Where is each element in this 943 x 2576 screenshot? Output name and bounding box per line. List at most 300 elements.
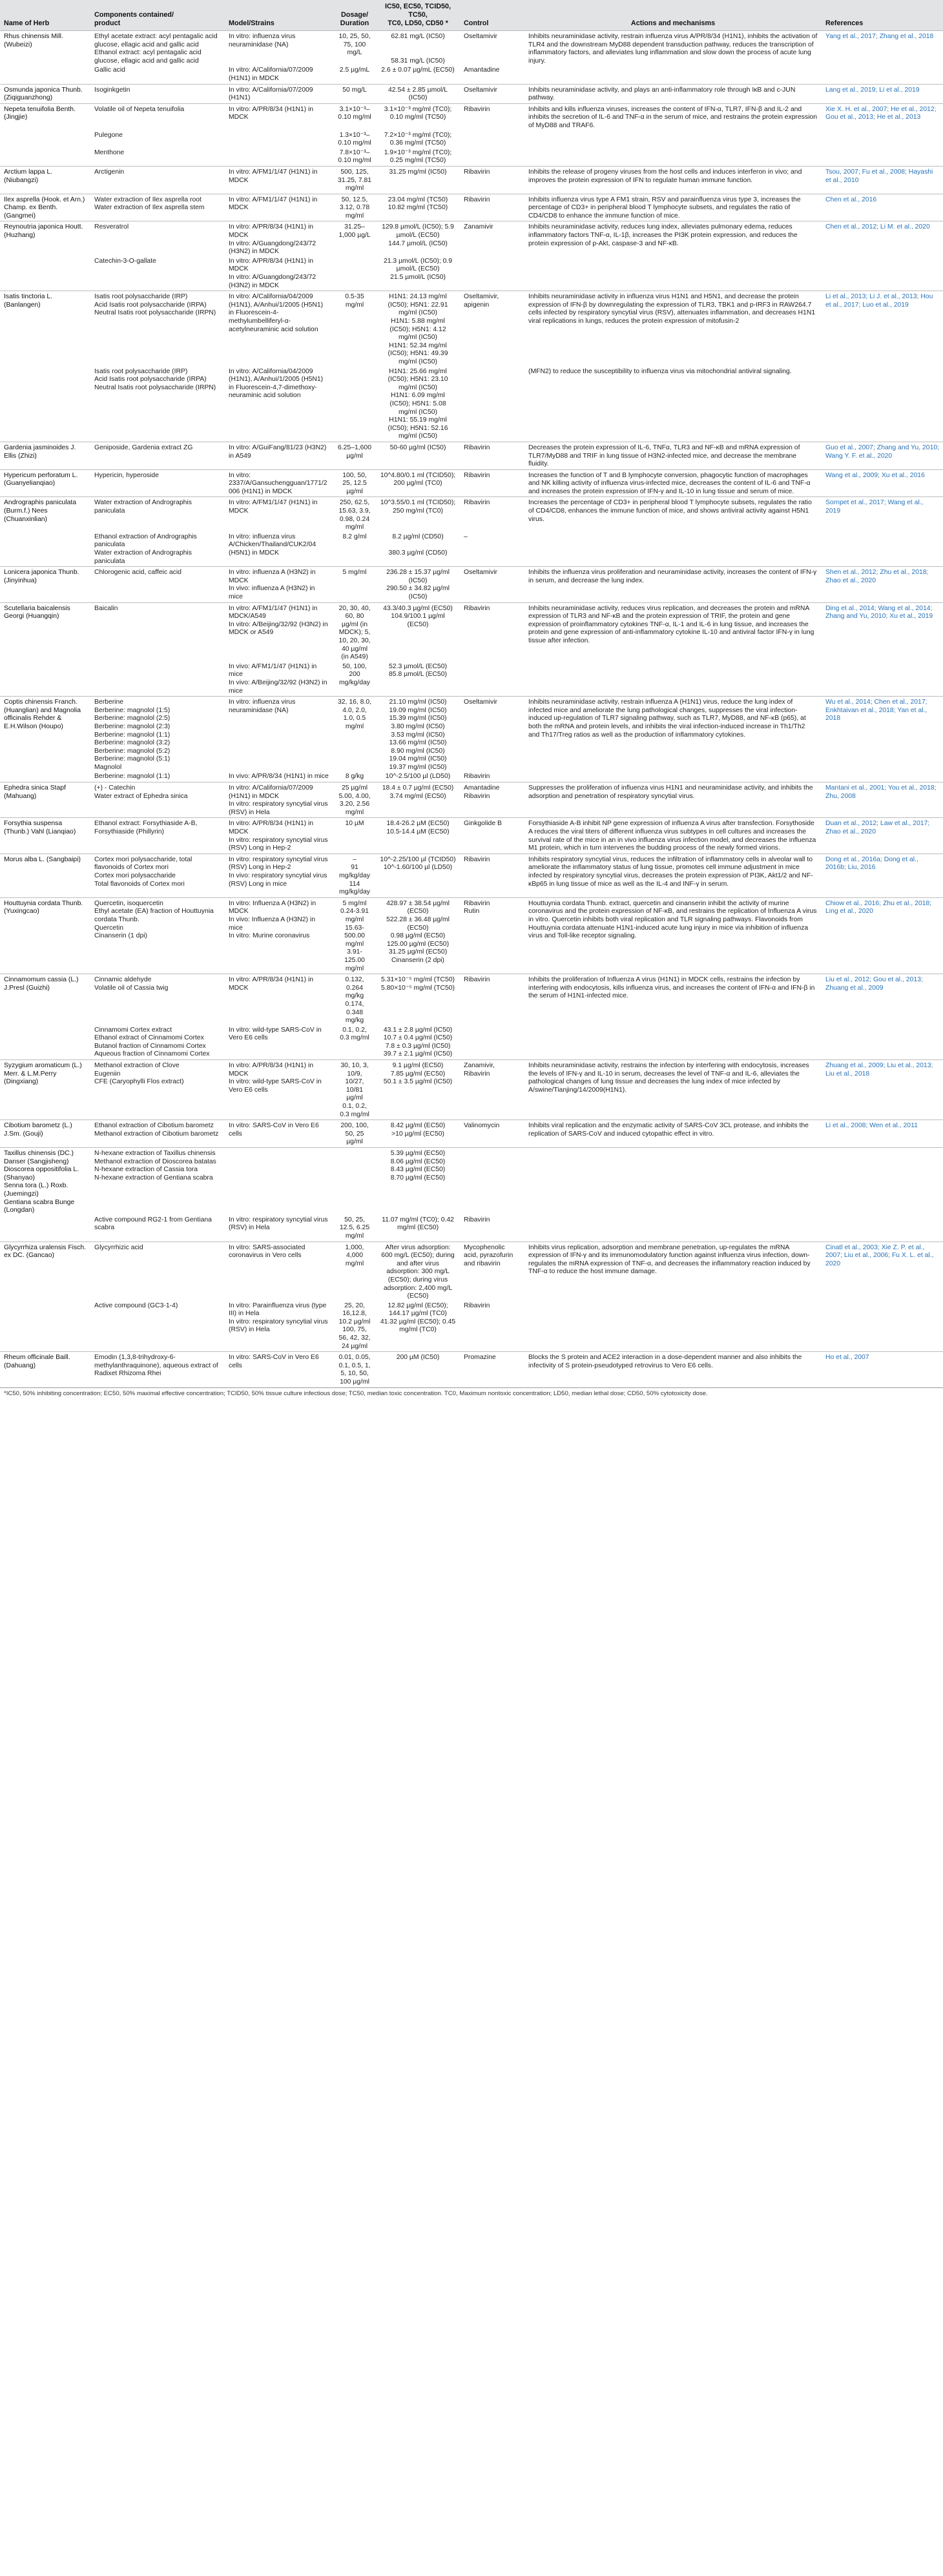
- components-cell: N-hexane extraction of Taxillus chinensis Methanol extraction of Dioscorea batatas N-hexane extraction of Cassia tora N-hexane extraction of Gentiana scabra: [90, 1148, 225, 1216]
- herb-name-cell: Coptis chinensis Franch. (Huanglian) and Magnolia officinalis Rehder & E.H.Wilson (Houpo): [0, 697, 90, 773]
- model-cell: In vitro: influenza A (H3N2) in MDCK In vivo: influenza A (H3N2) in mice: [225, 567, 333, 602]
- references-cell[interactable]: [822, 1026, 943, 1060]
- components-cell: Resveratrol: [90, 221, 225, 257]
- herb-name-cell: Taxillus chinensis (DC.) Danser (Sangjisheng) Dioscorea oppositifolia L. (Shanyao) Senna tora (L.) Roxb. (Juemingzi) Gentiana scabra Bunge (Longdan): [0, 1148, 90, 1216]
- control-cell: Ribavirin: [460, 166, 524, 194]
- table-row: [0, 1060, 943, 1120]
- model-cell: In vitro: influenza virus neuraminidase (NA): [225, 697, 333, 773]
- table-row: [0, 131, 943, 148]
- components-cell: Methanol extraction of Clove Eugeniin CFE (Caryophylli Flos extract): [90, 1060, 225, 1120]
- references-cell[interactable]: [822, 1148, 943, 1216]
- dosage-cell: 100, 50, 25, 12.5 µg/ml: [333, 469, 376, 497]
- ic50-cell: 52.3 µmol/L (EC50) 85.8 µmol/L (EC50): [389, 662, 447, 679]
- components-cell: Chlorogenic acid, caffeic acid: [90, 567, 225, 602]
- ic50-cell: 129.8 µmol/L (IC50); 5.9 µmol/L (EC50) 144.7 µmol/L (IC50): [376, 221, 460, 257]
- control-cell: Mycophenolic acid, pyrazofurin and ribavirin: [460, 1242, 524, 1302]
- components-cell: Active compound RG2-1 from Gentiana scabra: [94, 1216, 212, 1232]
- table-row: [0, 974, 943, 1026]
- references-cell[interactable]: [822, 533, 943, 567]
- header-actions: Actions and mechanisms: [524, 0, 822, 31]
- components-cell: Cortex mori polysaccharide, total flavonoids of Cortex mori Cortex mori polysaccharide Total flavonoids of Cortex mori: [90, 854, 225, 897]
- references-cell[interactable]: Chen et al., 2012; Li M. et al., 2020: [822, 221, 943, 257]
- table-footnote: *IC50, 50% inhibiting concentration; EC50, 50% maximal effective concentration; TCID50, 50% tissue culture infectious dose; TC50, median toxic concentration. TC0, Maximum nontoxic concentration; LD50, median lethal dose; CD50, 50% cytotoxicity dose.: [0, 1387, 943, 1400]
- dosage-cell: 1,000, 4,000 mg/ml: [333, 1242, 376, 1302]
- references-cell[interactable]: Xie X. H. et al., 2007; He et al., 2012; Gou et al., 2013; He et al., 2013: [822, 103, 943, 130]
- control-cell: Ribavirin: [460, 854, 524, 897]
- actions-cell: [524, 148, 822, 167]
- table-row: [0, 103, 943, 130]
- model-cell: In vitro: Influenza A (H3N2) in MDCK In vivo: Influenza A (H3N2) in mice In vitro: Murine coronavirus: [225, 897, 333, 974]
- components-cell: Ethyl acetate extract: acyl pentagalic acid glucose, ellagic acid and gallic acid Ethanol extract: acyl pentagalic acid glucose, ellagic acid and gallic acid: [90, 31, 225, 66]
- actions-cell: [524, 533, 822, 567]
- herb-name-cell: [0, 148, 90, 167]
- herb-name-cell: Osmunda japonica Thunb. (Ziqiguanzhong): [0, 84, 90, 103]
- components-cell: Berberine Berberine: magnolol (1:5) Berberine: magnolol (2:5) Berberine: magnolol (2:3) Berberine: magnolol (1:1) Berberine: magnolol (3:2) Berberine: magnolol (5:2) Berberine: magnolol (5:1) Magnolol: [90, 697, 225, 773]
- references-cell[interactable]: [822, 148, 943, 167]
- ic50-cell: 10^4.80/0.1 ml (TCID50); 200 µg/ml (TC0): [376, 469, 460, 497]
- ic50-cell: 23.04 mg/ml (TC50) 10.82 mg/ml (TC50): [376, 194, 460, 221]
- ic50-cell: 12.82 µg/ml (EC50); 144.17 µg/ml (TC0) 41.32 µg/ml (EC50); 0.45 mg/ml (TC0): [380, 1302, 456, 1334]
- actions-cell: Inhibits neuraminidase activity, restrains the infection by interfering with endocytosis, increases the levels of IFN-γ and IL-10 in serum, decreases the level of TNF-α and IL-6, alleviates the pathological changes of lung tissue and decreases the lung index of mice infected by A/swine/Tianjing/14/2009(H1N1).: [524, 1060, 822, 1120]
- references-cell[interactable]: Tsou, 2007; Fu et al., 2008; Hayashi et al., 2010: [822, 166, 943, 194]
- references-cell[interactable]: Sornpet et al., 2017; Wang et al., 2019: [822, 497, 943, 533]
- actions-cell: Increases the percentage of CD3+ in peripheral blood T lymphocyte subsets, regulates the ratio of CD4/CD8, enhances the immune function of mice, and shows antiviral activity against H5N1 virus.: [524, 497, 822, 533]
- control-cell: Ribavirin: [464, 773, 490, 781]
- references-cell[interactable]: Li et al., 2013; Li J. et al., 2013; Hou et al., 2017; Luo et al., 2019: [822, 291, 943, 367]
- components-cell: Glycyrrhizic acid: [90, 1242, 225, 1302]
- table-row: [0, 194, 943, 221]
- model-cell: In vitro: A/FM1/1/47 (H1N1) in MDCK: [225, 166, 333, 194]
- ic50-cell: 7.2×10⁻³ mg/ml (TC0); 0.36 mg/ml (TC50): [384, 131, 452, 147]
- herb-name-cell: [0, 772, 90, 782]
- table-row: [0, 497, 943, 533]
- dosage-cell: 0.5-35 mg/ml: [333, 291, 376, 367]
- herb-name-cell: Syzygium aromaticum (L.) Merr. & L.M.Perry (Dingxiang): [0, 1060, 90, 1120]
- ic50-cell: After virus adsorption: 600 mg/L (EC50); during and after virus adsorption: 300 mg/L (EC50); during virus adsorption: 2,400 mg/L (EC50): [376, 1242, 460, 1302]
- actions-cell: [524, 662, 822, 697]
- references-cell[interactable]: Shen et al., 2012; Zhu et al., 2018; Zhao et al., 2020: [822, 567, 943, 602]
- components-cell: Pulegone: [94, 131, 123, 139]
- control-cell: Ginkgolide B: [460, 818, 524, 854]
- table-row: [0, 1242, 943, 1302]
- herb-name-cell: Gardenia jasminoides J. Ellis (Zhizi): [0, 442, 90, 469]
- table-row: [0, 818, 943, 854]
- herb-name-cell: [0, 131, 90, 148]
- herb-name-cell: [0, 66, 90, 84]
- actions-cell: [524, 772, 822, 782]
- table-row: [0, 1352, 943, 1387]
- control-cell: [460, 1026, 524, 1060]
- herb-name-cell: Cinnamomum cassia (L.) J.Presl (Guizhi): [0, 974, 90, 1026]
- herb-name-cell: Rhus chinensis Mill. (Wubeizi): [0, 31, 90, 66]
- references-cell[interactable]: [822, 257, 943, 291]
- references-cell[interactable]: Wang et al., 2009; Xu et al., 2016: [822, 469, 943, 497]
- ic50-cell: 236.28 ± 15.37 µg/ml (IC50) 290.50 ± 34.82 µg/ml (IC50): [376, 567, 460, 602]
- table-header: [0, 0, 943, 31]
- header-control: Control: [460, 0, 524, 31]
- references-cell[interactable]: Zhuang et al., 2009; Liu et al., 2013; Liu et al., 2018: [822, 1060, 943, 1120]
- components-cell: Water extraction of Andrographis paniculata: [90, 497, 225, 533]
- actions-cell: Increases the function of T and B lymphocyte conversion, phagocytic function of macrophages and NK killing activity of influenza virus-infected mice, decreases the content of IL-6 and TNF-α and increases the protein expression of IFN-γ and IL-10 in lung tissue and serum of mice.: [524, 469, 822, 497]
- references-cell[interactable]: Chen et al., 2016: [822, 194, 943, 221]
- control-cell: Valinomycin: [460, 1120, 524, 1148]
- ic50-cell: 10^-2.5/100 µl (LD50): [385, 773, 451, 781]
- control-cell: Zanamivir: [460, 221, 524, 257]
- actions-cell: Houttuynia cordata Thunb. extract, quercetin and cinanserin inhibit the activity of murine coronavirus and the protein expression of NF-κB, and restrains the replication of Influenza A virus in vitro. Quercetin inhibits both viral replication and TLR signaling pathways. Flavonoids from Houttuynia cordata attenuate H1N1-induced acute lung injury in mice via inhibition of influenza virus and Toll-like receptor signaling.: [524, 897, 822, 974]
- herb-name-cell: [0, 533, 90, 567]
- control-cell: Oseltamivir: [460, 31, 524, 66]
- herb-name-cell: [0, 1216, 90, 1242]
- dosage-cell: 3.1×10⁻³–0.10 mg/ml: [333, 103, 376, 130]
- references-cell[interactable]: Lang et al., 2019; Li et al., 2019: [822, 84, 943, 103]
- actions-cell: Blocks the S protein and ACE2 interaction in a dose-dependent manner and also inhibits the infectivity of S protein-pseudotyped retrovirus to Vero E6 cells.: [524, 1352, 822, 1387]
- control-cell: Ribavirin: [460, 103, 524, 130]
- ic50-cell: 5.31×10⁻⁵ mg/ml (TC50) 5.80×10⁻⁵ mg/ml (TC50): [376, 974, 460, 1026]
- control-cell: Ribavirin: [460, 497, 524, 533]
- model-cell: In vitro: A/GuiFang/81/23 (H3N2) in A549: [225, 442, 333, 469]
- references-cell[interactable]: [822, 1302, 943, 1352]
- ic50-cell: 3.1×10⁻³ mg/ml (TC0); 0.10 mg/ml (TC50): [376, 103, 460, 130]
- dosage-cell: [333, 367, 376, 442]
- actions-cell: [524, 66, 822, 84]
- table-row: [0, 782, 943, 818]
- model-cell: [225, 148, 333, 167]
- components-cell: Menthone: [94, 148, 125, 156]
- control-cell: Amantadine Ribavirin: [460, 782, 524, 818]
- table-row: [0, 166, 943, 194]
- actions-cell: Forsythiaside A-B inhibit NP gene expression of influenza A virus after transfection. Forsythoside A reduces the viral titers of different influenza virus subtypes in cell cultures and increases the survival rate of the mice in an in vivo influenza virus infection model, and decreases the influenza M1 protein, which in turn intervenes the budding process of the newly formed virions.: [524, 818, 822, 854]
- control-cell: –: [464, 533, 468, 540]
- herb-name-cell: Ephedra sinica Stapf (Mahuang): [0, 782, 90, 818]
- dosage-cell: 10 µM: [333, 818, 376, 854]
- ic50-cell: 42.54 ± 2.85 µmol/L (IC50): [376, 84, 460, 103]
- table-row: [0, 1148, 943, 1216]
- model-cell: In vitro: A/California/04/2009 (H1N1), A/Anhui/1/2005 (H5N1) in Fluorescein-4-methylumbelliferyl-α-acetylneuraminic acid solution: [225, 291, 333, 367]
- model-cell: In vitro: 2337/A/Gansuchengguan/1771/2006 (H1N1) in MDCK: [225, 469, 333, 497]
- header-components: Components contained/ product: [90, 0, 225, 31]
- dosage-cell: 20, 30, 40, 60, 80 µg/ml (in MDCK); 5, 10, 20, 30, 40 µg/ml (in A549): [333, 602, 376, 662]
- model-cell: In vitro: SARS-CoV in Vero E6 cells: [225, 1352, 333, 1387]
- ic50-cell: 11.07 mg/ml (TC0); 0.42 mg/ml (EC50): [382, 1216, 454, 1232]
- ic50-cell: 62.81 mg/L (IC50) 58.31 mg/L (IC50): [376, 31, 460, 66]
- model-cell: In vitro: Parainfluenza virus (type III) in Hela In vitro: respiratory syncytial virus (RSV) in Hela: [229, 1302, 328, 1334]
- table-row: [0, 567, 943, 602]
- references-cell[interactable]: Duan et al., 2012; Law et al., 2017; Zhao et al., 2020: [822, 818, 943, 854]
- actions-cell: Inhibits viral replication and the enzymatic activity of SARS-CoV 3CL protease, and inhibits the replication of SARS-CoV and induced cytopathic effect in vitro.: [524, 1120, 822, 1148]
- header-references: References: [822, 0, 943, 31]
- herb-name-cell: Glycyrrhiza uralensis Fisch. ex DC. (Gancao): [0, 1242, 90, 1302]
- dosage-cell: 25, 20, 16,12.8, 10.2 µg/ml 100, 75, 56, 42, 32, 24 µg/ml: [338, 1302, 371, 1350]
- model-cell: In vitro: A/California/07/2009 (H1N1): [225, 84, 333, 103]
- ic50-cell: 1.9×10⁻³ mg/ml (TC0); 0.25 mg/ml (TC50): [384, 148, 452, 165]
- herb-name-cell: Hypericum perforatum L. (Guanyelianqiao): [0, 469, 90, 497]
- header-herb: Name of Herb: [0, 0, 90, 31]
- herb-name-cell: Arctium lappa L. (Niubangzi): [0, 166, 90, 194]
- herb-name-cell: Morus alba L. (Sangbaipi): [0, 854, 90, 897]
- actions-cell: Inhibits respiratory syncytial virus, reduces the infiltration of inflammatory cells in alveolar wall to ameliorate the inflammatory status of lung tissue, promotes cell immune adjustment in mice infected by respiratory syncytial virus, decreases the protein expression of PI3K, Akt1/2 and NF-κBp65 in lung tissue of mice as well as the IL-4 and INF-γ in serum.: [524, 854, 822, 897]
- actions-cell: Inhibits neuraminidase activity, restrain influenza virus A/PR/8/34 (H1N1), inhibits the activation of TLR4 and the downstream MyD88 dependent transduction pathway, reduces the transcription of inflammatory factors, and alleviates lung inflammation and slow down the process of acute lung injury.: [524, 31, 822, 66]
- actions-cell: Inhibits neuraminidase activity, reduces lung index, alleviates pulmonary edema, reduces inflammatory factors TNF-α, IL-1β, increases the PI3K protein expression, and reduces the protein expression of p-Akt, caspase-3 and NF-κB.: [524, 221, 822, 257]
- actions-cell: Suppresses the proliferation of influenza virus H1N1 and neuraminidase activity, and inhibits the adsorption and penetration of respiratory syncytial virus.: [524, 782, 822, 818]
- dosage-cell: 2.5 µg/mL: [339, 66, 370, 74]
- herb-name-cell: Andrographis paniculata (Burm.f.) Nees (Chuanxinlian): [0, 497, 90, 533]
- table-row: [0, 1216, 943, 1242]
- references-cell[interactable]: Dong et al., 2016a; Dong et al., 2016b; Liu, 2016: [822, 854, 943, 897]
- actions-cell: [524, 257, 822, 291]
- ic50-cell: 8.42 µg/ml (EC50) >10 µg/ml (EC50): [376, 1120, 460, 1148]
- model-cell: In vivo: A/FM1/1/47 (H1N1) in mice In vivo: A/Beijing/32/92 (H3N2) in mice: [229, 662, 327, 695]
- table-row: [0, 469, 943, 497]
- model-cell: In vitro: A/FM1/1/47 (H1N1) in MDCK: [225, 194, 333, 221]
- control-cell: Oseltamivir: [460, 567, 524, 602]
- references-cell[interactable]: Li et al., 2008; Wen et al., 2011: [822, 1120, 943, 1148]
- actions-cell: Inhibits and kills influenza viruses, increases the content of IFN-α, TLR7, IFN-β and IL-2 and inhibits the secretion of IL-6 and TNF-α in the serum of mice, and restrains the protein expression of MyD88 and TRAF6.: [524, 103, 822, 130]
- ic50-cell: 428.97 ± 38.54 µg/ml (EC50) 522.28 ± 36.48 µg/ml (EC50) 0.98 µg/ml (EC50) 125.00 µg/ml (EC50) 31.25 µg/ml (EC50) Cinanserin (2 dpi): [376, 897, 460, 974]
- dosage-cell: 5 mg/ml: [333, 567, 376, 602]
- control-cell: [460, 257, 524, 291]
- actions-cell: Inhibits the release of progeny viruses from the host cells and induces interferon in vivo; and improves the protein expression of IFN to regulate human immune function.: [524, 166, 822, 194]
- control-cell: Oseltamivir, apigenin: [460, 291, 524, 367]
- model-cell: In vitro: A/California/04/2009 (H1N1), A/Anhui/1/2005 (H5N1) in Fluorescein-4,7-dimethoxy-neuraminic acid solution: [229, 367, 324, 400]
- table-row: [0, 602, 943, 662]
- dosage-cell: – 91 mg/kg/day 114 mg/kg/day: [333, 854, 376, 897]
- table-row: [0, 662, 943, 697]
- ic50-cell: 200 µM (IC50): [376, 1352, 460, 1387]
- table-row: [0, 697, 943, 773]
- references-cell[interactable]: Yang et al., 2017; Zhang et al., 2018: [822, 31, 943, 66]
- components-cell: Berberine: magnolol (1:1): [94, 773, 171, 781]
- references-cell[interactable]: Chiow et al., 2016; Zhu et al., 2018; Ling et al., 2020: [822, 897, 943, 974]
- actions-cell: Inhibits influenza virus type A FM1 strain, RSV and parainfluenza virus type 3, increases the percentage of CD3+ in peripheral blood T lymphocyte subsets, and regulates the ratio of CD4/CD8 to enhance the immune function of mice.: [524, 194, 822, 221]
- herb-name-cell: Isatis tinctoria L. (Banlangen): [0, 291, 90, 367]
- model-cell: In vitro: A/PR/8/34 (H1N1) in MDCK: [225, 103, 333, 130]
- components-cell: Active compound (GC3-1-4): [94, 1302, 178, 1309]
- actions-cell: Decreases the protein expression of IL-6, TNFα, TLR3 and NF-κB and mRNA expression of TLR7/MyD88 and TRIF in lung tissue of H3N2-infected mice, and decrease the membrane fluidity.: [524, 442, 822, 469]
- ic50-cell: 50-60 µg/ml (IC50): [376, 442, 460, 469]
- references-cell[interactable]: [822, 662, 943, 697]
- model-cell: In vitro: A/PR/8/34 (H1N1) in MDCK In vitro: A/Guangdong/243/72 (H3N2) in MDCK: [229, 257, 316, 289]
- components-cell: Ethanol extract: Forsythiaside A-B, Forsythiaside (Phillyrin): [90, 818, 225, 854]
- table-row: [0, 257, 943, 291]
- dosage-cell: 1.3×10⁻³–0.10 mg/ml: [338, 131, 371, 147]
- control-cell: Ribavirin Rutin: [460, 897, 524, 974]
- herb-name-cell: Rheum officinale Baill. (Dahuang): [0, 1352, 90, 1387]
- components-cell: Arctigenin: [90, 166, 225, 194]
- actions-cell: Inhibits the influenza virus proliferation and neuraminidase activity, increases the content of IFN-γ in serum, and decrease the lung index.: [524, 567, 822, 602]
- table-body: [0, 31, 943, 1387]
- control-cell: Oseltamivir: [460, 697, 524, 773]
- ic50-cell: 9.1 µg/ml (EC50) 7.85 µg/ml (EC50) 50.1 ± 3.5 µg/ml (IC50): [376, 1060, 460, 1120]
- components-cell: Isatis root polysaccharide (IRP) Acid Isatis root polysaccharide (IRPA) Neutral Isatis root polysaccharide (IRPN): [94, 367, 216, 391]
- control-cell: Ribavirin: [460, 469, 524, 497]
- references-cell[interactable]: Mantani et al., 2001; You et al., 2018; Zhu, 2008: [822, 782, 943, 818]
- dosage-cell: 200, 100, 50, 25 µg/ml: [333, 1120, 376, 1148]
- actions-cell: Inhibits neuraminidase activity, restrain influenza A (H1N1) virus, reduce the lung index of infected mice and ameliorate the lung pathological changes, suppresses the viral infection-induced up-regulation of TLR7 signaling pathway, such as TLR7, MyD88, and NF-κB (p65), at both the mRNA and protein levels, and inhibits the viral infection-induced increase in Th1/Th2 and Th17/Treg ratios as well as the production of inflammatory cytokines.: [524, 697, 822, 773]
- control-cell: Oseltamivir: [460, 84, 524, 103]
- model-cell: In vitro: A/California/07/2009 (H1N1) in MDCK In vitro: respiratory syncytial virus (RSV) in Hela: [225, 782, 333, 818]
- dosage-cell: 0.1, 0.2, 0.3 mg/ml: [340, 1026, 369, 1042]
- ic50-cell: 10^-2.25/100 µl (TCID50) 10^-1.60/100 µl (LD50): [376, 854, 460, 897]
- table-row: [0, 148, 943, 167]
- control-cell: Zanamivir, Ribavirin: [460, 1060, 524, 1120]
- table-row: [0, 854, 943, 897]
- model-cell: In vitro: SARS-associated coronavirus in Vero cells: [225, 1242, 333, 1302]
- references-cell[interactable]: [822, 367, 943, 442]
- model-cell: In vitro: wild-type SARS-CoV in Vero E6 cells: [229, 1026, 322, 1042]
- herb-name-cell: Nepeta tenuifolia Benth. (Jingjie): [0, 103, 90, 130]
- herb-name-cell: Reynoutria japonica Houtt. (Huzhang): [0, 221, 90, 257]
- references-cell[interactable]: Ding et al., 2014; Wang et al., 2014; Zhang and Yu, 2010; Xu et al., 2019: [822, 602, 943, 662]
- dosage-cell: 0.132, 0.264 mg/kg 0.174, 0.348 mg/kg: [333, 974, 376, 1026]
- control-cell: Ribavirin: [464, 1216, 490, 1223]
- model-cell: In vitro: influenza virus neuraminidase (NA): [225, 31, 333, 66]
- components-cell: Cinnamic aldehyde Volatile oil of Cassia twig: [90, 974, 225, 1026]
- actions-cell: Inhibits neuraminidase activity, and plays an anti-inflammatory role through IκB and c-JUN pathway.: [524, 84, 822, 103]
- ic50-cell: 5.39 µg/ml (EC50) 8.06 µg/ml (EC50) 8.43 µg/ml (EC50) 8.70 µg/ml (EC50): [376, 1148, 460, 1216]
- dosage-cell: 10, 25, 50, 75, 100 mg/L: [333, 31, 376, 66]
- model-cell: In vitro: A/PR/8/34 (H1N1) in MDCK In vitro: A/Guangdong/243/72 (H3N2) in MDCK: [225, 221, 333, 257]
- references-cell[interactable]: [822, 1216, 943, 1242]
- ic50-cell: H1N1: 24.13 mg/ml (IC50); H5N1: 22.91 mg/ml (IC50) H1N1: 5.88 mg/ml (IC50); H5N1: 4.12 mg/ml (IC50) H1N1: 52.34 mg/ml (IC50); H5N1: 49.39 mg/ml (IC50): [376, 291, 460, 367]
- references-cell[interactable]: [822, 66, 943, 84]
- herb-name-cell: [0, 1302, 90, 1352]
- herb-name-cell: [0, 257, 90, 291]
- herb-name-cell: Cibotium barometz (L.) J.Sm. (Gouji): [0, 1120, 90, 1148]
- table-row: [0, 533, 943, 567]
- dosage-cell: 50, 100, 200 mg/kg/day: [339, 662, 370, 686]
- dosage-cell: [333, 257, 376, 291]
- dosage-cell: 250, 62.5, 15.63, 3.9, 0.98, 0.24 mg/ml: [333, 497, 376, 533]
- model-cell: In vitro: A/PR/8/34 (H1N1) in MDCK In vitro: wild-type SARS-CoV in Vero E6 cells: [225, 1060, 333, 1120]
- dosage-cell: 50, 25, 12.5, 6.25 mg/ml: [339, 1216, 370, 1240]
- components-cell: Ethanol extraction of Andrographis paniculata Water extraction of Andrographis paniculata: [94, 533, 197, 565]
- components-cell: Hypericin, hyperoside: [90, 469, 225, 497]
- control-cell: [460, 662, 524, 697]
- components-cell: Emodin (1,3,8-trihydroxy-6-methylanthraquinone), aqueous extract of Radixet Rhizoma Rhei: [90, 1352, 225, 1387]
- dosage-cell: 25 µg/ml 5.00, 4.00, 3.20, 2.56 mg/ml: [333, 782, 376, 818]
- model-cell: In vitro: A/PR/8/34 (H1N1) in MDCK In vitro: respiratory syncytial virus (RSV) Long in Hep-2: [225, 818, 333, 854]
- table-row: [0, 772, 943, 782]
- header-model: Model/Strains: [225, 0, 333, 31]
- references-cell[interactable]: Wu et al., 2014; Chen et al., 2017; Enkhtaivan et al., 2018; Yan et al., 2018: [822, 697, 943, 773]
- herb-name-cell: Ilex asprella (Hook. et Arn.) Champ. ex Benth. (Gangmei): [0, 194, 90, 221]
- dosage-cell: 8 g/kg: [345, 773, 364, 781]
- actions-cell: [524, 1302, 822, 1352]
- references-cell[interactable]: Guo et al., 2007; Zhang and Yu, 2010; Wang Y. F. et al., 2020: [822, 442, 943, 469]
- references-cell[interactable]: Ho et al., 2007: [822, 1352, 943, 1387]
- components-cell: Water extraction of Ilex asprella root Water extraction of Ilex asprella stem: [90, 194, 225, 221]
- table-row: [0, 897, 943, 974]
- table-row: [0, 291, 943, 367]
- ic50-cell: 18.4-26.2 µM (EC50) 10.5-14.4 µM (EC50): [376, 818, 460, 854]
- actions-cell: [524, 1026, 822, 1060]
- control-cell: Ribavirin: [460, 602, 524, 662]
- control-cell: [460, 148, 524, 167]
- dosage-cell: 31.25–1,000 µg/L: [333, 221, 376, 257]
- table-row: [0, 1120, 943, 1148]
- references-cell[interactable]: Liu et al., 2012; Gou et al., 2013; Zhuang et al., 2009: [822, 974, 943, 1026]
- components-cell: (+) - Catechin Water extract of Ephedra sinica: [90, 782, 225, 818]
- components-cell: [90, 662, 225, 697]
- table-row: [0, 1026, 943, 1060]
- model-cell: [225, 131, 333, 148]
- dosage-cell: 0.01, 0.05, 0.1, 0.5, 1, 5, 10, 50, 100 µg/ml: [333, 1352, 376, 1387]
- table-row: [0, 221, 943, 257]
- dosage-cell: 50, 12.5, 3.12, 0.78 mg/ml: [333, 194, 376, 221]
- model-cell: In vitro: influenza virus A/Chicken/Thailand/CUK2/04 (H5N1) in MDCK: [229, 533, 316, 557]
- ic50-cell: 31.25 mg/ml (IC50): [376, 166, 460, 194]
- herb-name-cell: [0, 367, 90, 442]
- ic50-cell: H1N1: 25.66 mg/ml (IC50); H5N1: 23.10 mg/ml (IC50) H1N1: 6.09 mg/ml (IC50); H5N1: 5.08 mg/ml (IC50) H1N1: 55.19 mg/ml (IC50); H5N1: 52.16 mg/ml (IC50): [388, 367, 448, 440]
- references-cell[interactable]: Cinatl et al., 2003; Xie Z. P. et al., 2007; Liu et al., 2006; Fu X. L. et al., 2020: [822, 1242, 943, 1302]
- control-cell: [460, 131, 524, 148]
- model-cell: In vitro: A/PR/8/34 (H1N1) in MDCK: [225, 974, 333, 1026]
- actions-cell: Inhibits the proliferation of Influenza A virus (H1N1) in MDCK cells, restrains the infection by interfering with endocytosis, kills influenza virus, and increases the content of IFN-α and IFN-β in the serum of H1N1-infected mice.: [524, 974, 822, 1026]
- table-row: [0, 84, 943, 103]
- model-cell: In vitro: SARS-CoV in Vero E6 cells: [225, 1120, 333, 1148]
- actions-cell: Inhibits virus replication, adsorption and membrane penetration, up-regulates the mRNA expression of IFN-γ and its immunomodulatory function against influenza virus infection, down-regulates the mRNA expression of TNF-α, and decreases the inflammatory reaction induced by TNF-α to reduce the host immune damage.: [524, 1242, 822, 1302]
- components-cell: Gallic acid: [94, 66, 125, 74]
- dosage-cell: [333, 1148, 376, 1216]
- ic50-cell: 21.3 µmol/L (IC50); 0.9 µmol/L (EC50) 21.5 µmol/L (IC50): [383, 257, 453, 281]
- references-cell[interactable]: [822, 772, 943, 782]
- table-row: [0, 367, 943, 442]
- dosage-cell: 7.8×10⁻³–0.10 mg/ml: [338, 148, 371, 165]
- control-cell: Amantadine: [464, 66, 500, 74]
- actions-cell: Inhibits neuraminidase activity, reduces virus replication, and decreases the protein and mRNA expression of TLR3 and NF-κB and the protein expression of TRIF, the protein and gene expression of proinflammatory cytokines TNF-α, IL-1 and IL-6 in lung tissue, and increases the protein and gene expression of anti-inflammatory cytokine IL-10 and antiviral factor IFN-γ in lung tissue after infection.: [524, 602, 822, 662]
- model-cell: In vitro: respiratory syncytial virus (RSV) Long in Hep-2 In vivo: respiratory syncytial virus (RSV) Long in mice: [225, 854, 333, 897]
- model-cell: [225, 1148, 333, 1216]
- components-cell: Isoginkgetin: [90, 84, 225, 103]
- references-cell[interactable]: [822, 131, 943, 148]
- model-cell: In vitro: A/California/07/2009 (H1N1) in MDCK: [229, 66, 313, 82]
- herb-name-cell: Houttuynia cordata Thunb. (Yuxingcao): [0, 897, 90, 974]
- ic50-cell: 43.1 ± 2.8 µg/ml (IC50) 10.7 ± 0.4 µg/ml (IC50) 7.8 ± 0.3 µg/ml (IC50) 39.7 ± 2.1 µg/ml (IC50): [383, 1026, 453, 1058]
- table-row: [0, 31, 943, 66]
- dosage-cell: 500, 125, 31.25, 7.81 mg/ml: [333, 166, 376, 194]
- components-cell: Quercetin, isoquercetin Ethyl acetate (EA) fraction of Houttuynia cordata Thunb. Quercetin Cinanserin (1 dpi): [90, 897, 225, 974]
- actions-cell: (MFN2) to reduce the susceptibility to influenza virus via mitochondrial antiviral signaling.: [528, 367, 792, 375]
- model-cell: In vitro: respiratory syncytial virus (RSV) in Hela: [229, 1216, 328, 1232]
- control-cell: [460, 367, 524, 442]
- actions-cell: [524, 1148, 822, 1216]
- herb-name-cell: [0, 1026, 90, 1060]
- ic50-cell: 10^3.55/0.1 ml (TCID50); 250 mg/ml (TC0): [376, 497, 460, 533]
- dosage-cell: 6.25–1,600 µg/ml: [333, 442, 376, 469]
- components-cell: Isatis root polysaccharide (IRP) Acid Isatis root polysaccharide (IRPA) Neutral Isatis root polysaccharide (IRPN): [90, 291, 225, 367]
- actions-cell: [524, 131, 822, 148]
- dosage-cell: 5 mg/ml 0.24-3.91 mg/ml 15.63-500.00 mg/ml 3.91-125.00 mg/ml: [333, 897, 376, 974]
- ic50-cell: 43.3/40.3 µg/ml (EC50) 104.9/100.1 µg/ml (EC50): [376, 602, 460, 662]
- dosage-cell: 50 mg/L: [333, 84, 376, 103]
- ic50-cell: 18.4 ± 0.7 µg/ml (EC50) 3.74 mg/ml (EC50): [376, 782, 460, 818]
- ic50-cell: 8.2 µg/ml (CD50) 380.3 µg/ml (CD50): [388, 533, 448, 557]
- components-cell: Volatile oil of Nepeta tenuifolia: [90, 103, 225, 130]
- dosage-cell: 30, 10, 3, 10/9, 10/27, 10/81 µg/ml 0.1, 0.2, 0.3 mg/ml: [333, 1060, 376, 1120]
- model-cell: In vitro: A/FM1/1/47 (H1N1) in MDCK: [225, 497, 333, 533]
- table-row: [0, 66, 943, 84]
- dosage-cell: 32, 16, 8.0, 4.0, 2.0, 1.0, 0.5 mg/ml: [333, 697, 376, 773]
- ic50-cell: 2.6 ± 0.07 µg/mL (EC50): [381, 66, 455, 74]
- control-cell: [460, 1148, 524, 1216]
- header-ic50: IC50, EC50, TCID50, TC50, TC0, LD50, CD50 *: [376, 0, 460, 31]
- herb-name-cell: [0, 662, 90, 697]
- model-cell: In vivo: A/PR/8/34 (H1N1) in mice: [229, 773, 329, 781]
- model-cell: In vitro: A/FM1/1/47 (H1N1) in MDCK/A549 In vitro: A/Beijing/32/92 (H3N2) in MDCK or A549: [225, 602, 333, 662]
- header-dosage: Dosage/ Duration: [333, 0, 376, 31]
- control-cell: Ribavirin: [460, 194, 524, 221]
- components-cell: Geniposide, Gardenia extract ZG: [90, 442, 225, 469]
